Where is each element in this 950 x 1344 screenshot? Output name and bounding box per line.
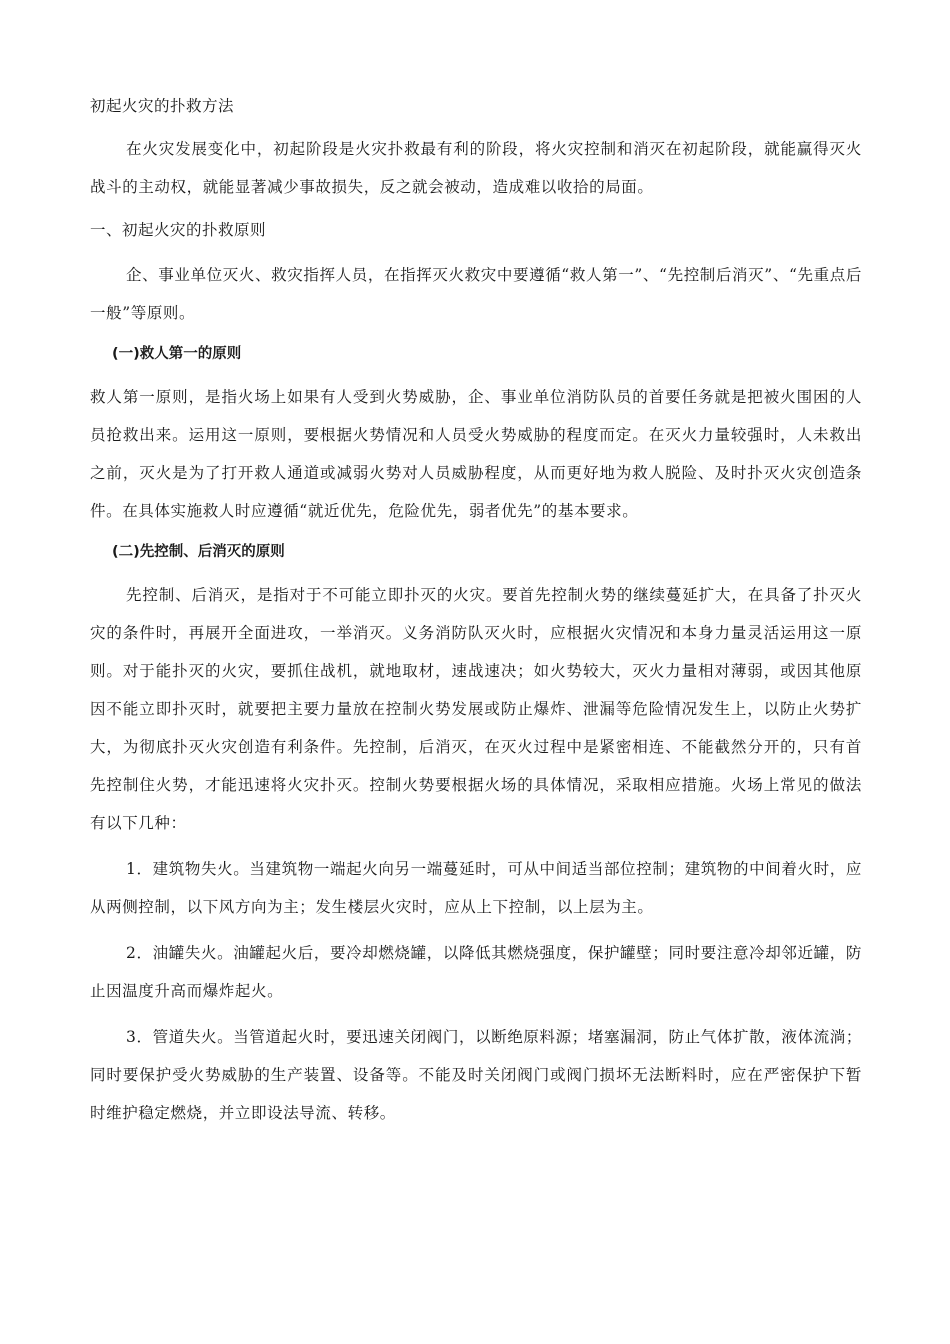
section-heading-principles: 一、初起火灾的扑救原则 (90, 221, 267, 239)
subheading-rescue-first: (一)救人第一的原则 (112, 346, 242, 362)
intro-paragraph: 在火灾发展变化中，初起阶段是火灾扑救最有利的阶段，将火灾控制和消灭在初起阶段，就能赢得灭火战斗的主动权，就能显著减少事故损失，反之就会被动，造成难以收拾的局面。 (90, 140, 862, 196)
subheading-control-then-extinguish: (二)先控制、后消灭的原则 (112, 544, 285, 560)
document-page (90, 96, 862, 1134)
rescue-first-paragraph: 救人第一原则，是指火场上如果有人受到火势威胁，企、事业单位消防队员的首要任务就是把被火围困的人员抢救出来。运用这一原则，要根据火势情况和人员受火势威胁的程度而定。在灭火力量较强时，人未救出之前，灭火是为了打开救人通道或减弱火势对人员威胁程度，从而更好地为救人脱险、及时扑灭火灾创造条件。在具体实施救人时应遵循“就近优先，危险优先，弱者优先”的基本要求。 (90, 388, 862, 520)
list-item-building-fire: 1．建筑物失火。当建筑物一端起火向另一端蔓延时，可从中间适当部位控制；建筑物的中间着火时，应从两侧控制，以下风方向为主；发生楼层火灾时，应从上下控制，以上层为主。 (90, 860, 862, 916)
document-title: 初起火灾的扑救方法 (90, 97, 235, 115)
control-then-extinguish-paragraph: 先控制、后消灭，是指对于不可能立即扑灭的火灾。要首先控制火势的继续蔓延扩大，在具备了扑灭火灾的条件时，再展开全面进攻，一举消灭。义务消防队灭火时，应根据火灾情况和本身力量灵活运用这一原则。对于能扑灭的火灾，要抓住战机，就地取材，速战速决；如火势较大，灭火力量相对薄弱，或因其他原因不能立即扑灭时，就要把主要力量放在控制火势发展或防止爆炸、泄漏等危险情况发生上，以防止火势扩大，为彻底扑灭火灾创造有利条件。先控制，后消灭，在灭火过程中是紧密相连、不能截然分开的，只有首先控制住火势，才能迅速将火灾扑灭。控制火势要根据火场的具体情况，采取相应措施。火场上常见的做法有以下几种： (90, 586, 862, 832)
list-item-pipeline-fire: 3．管道失火。当管道起火时，要迅速关闭阀门，以断绝原料源；堵塞漏洞，防止气体扩散，液体流淌；同时要保护受火势威胁的生产装置、设备等。不能及时关闭阀门或阀门损坏无法断料时，应在严密保护下暂时维护稳定燃烧，并立即设法导流、转移。 (90, 1028, 862, 1122)
list-item-tank-fire: 2．油罐失火。油罐起火后，要冷却燃烧罐，以降低其燃烧强度，保护罐壁；同时要注意冷却邻近罐，防止因温度升高而爆炸起火。 (90, 944, 862, 1000)
principles-paragraph: 企、事业单位灭火、救灾指挥人员，在指挥灭火救灾中要遵循“救人第一”、“先控制后消灭”、“先重点后一般”等原则。 (90, 266, 862, 322)
